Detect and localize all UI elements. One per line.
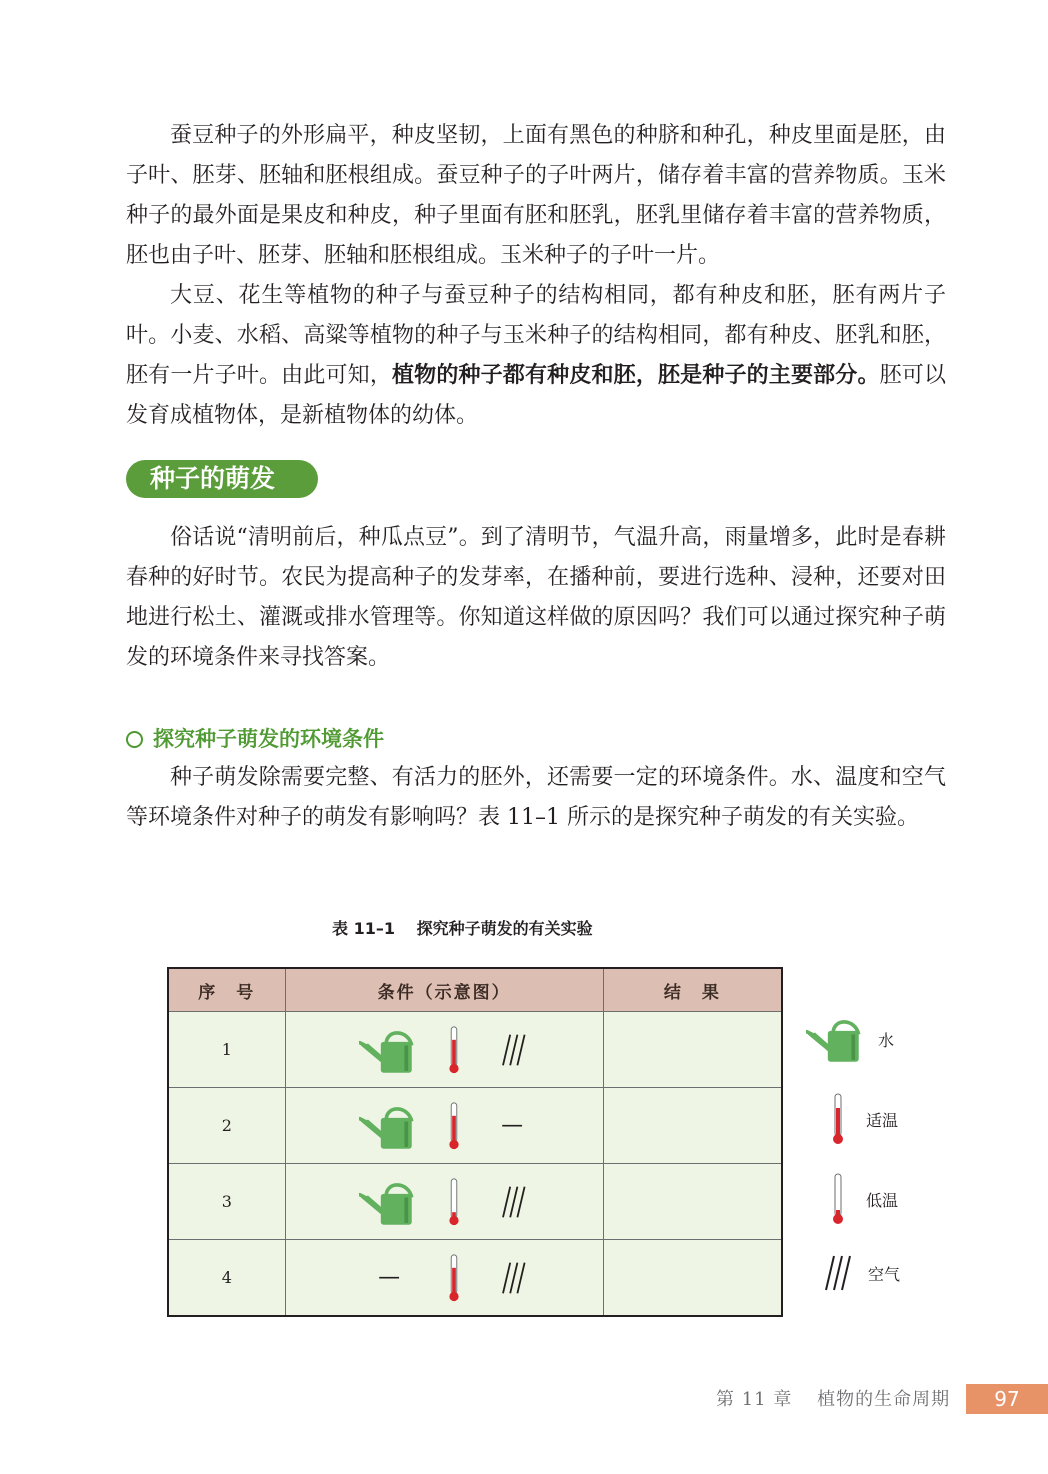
table-caption-number: 表 11–1 bbox=[332, 919, 395, 938]
row-conditions bbox=[285, 1164, 603, 1240]
row-number: 1 bbox=[168, 1012, 285, 1088]
table-row bbox=[168, 1088, 782, 1164]
watering-can-icon bbox=[359, 1177, 419, 1227]
thermometer-warm-icon bbox=[446, 1253, 462, 1303]
legend-warm-label: 适温 bbox=[866, 1110, 899, 1130]
section-title-seed-germination: 种子的萌发 bbox=[126, 460, 318, 498]
thermometer-warm-icon bbox=[446, 1101, 462, 1151]
legend-cold-label: 低温 bbox=[866, 1190, 899, 1210]
legend-air bbox=[816, 1246, 900, 1300]
footer-chapter bbox=[716, 1385, 950, 1411]
experiment-table bbox=[167, 967, 783, 1317]
circle-bullet-icon bbox=[126, 731, 143, 748]
paragraph-seed-structure: 蚕豆种子的外形扁平，种皮坚韧，上面有黑色的种脐和种孔，种皮里面是胚，由子叶、胚芽、胚轴和胚根组成。蚕豆种子的子叶两片，储存着丰富的营养物质。玉米种子的最外面是果皮和种皮，种子里面有胚和胚乳，胚乳里储存着丰富的营养物质，胚也由子叶、胚芽、胚轴和胚根组成。玉米种子的子叶一片。 bbox=[126, 123, 946, 268]
row-result bbox=[603, 1164, 782, 1240]
row-result bbox=[603, 1012, 782, 1088]
air-lines-icon bbox=[494, 1025, 530, 1075]
legend-air-label: 空气 bbox=[868, 1264, 901, 1284]
row-number: 3 bbox=[168, 1164, 285, 1240]
table-caption bbox=[332, 916, 593, 939]
thermometer-cold-icon bbox=[446, 1177, 462, 1227]
header-condition: 条件（示意图） bbox=[285, 968, 603, 1012]
paragraph-seed-comparison-text: 大豆、花生等植物的种子与蚕豆种子的结构相同，都有种皮和胚，胚有两片子叶。小麦、水稻、高粱等植物的种子与玉米种子的结构相同，都有种皮、胚乳和胚，胚有一片子叶。由此可知， bbox=[126, 283, 946, 388]
header-number: 序 号 bbox=[168, 968, 285, 1012]
header-result: 结 果 bbox=[603, 968, 782, 1012]
page-number: 97 bbox=[966, 1384, 1048, 1414]
legend-water bbox=[806, 1014, 894, 1064]
subheading-text: 探究种子萌发的环境条件 bbox=[153, 727, 384, 751]
paragraph-seed-comparison-tail: 胚可以发育成植物体，是新植物体的幼体。 bbox=[126, 363, 946, 428]
thermometer-cold-icon bbox=[828, 1172, 848, 1226]
air-lines-icon bbox=[494, 1177, 530, 1227]
table-row bbox=[168, 1164, 782, 1240]
thermometer-warm-icon bbox=[828, 1092, 848, 1146]
paragraph-germination-conditions: 种子萌发除需要完整、有活力的胚外，还需要一定的环境条件。水、温度和空气等环境条件对种子的萌发有影响吗？表 11–1 所示的是探究种子萌发的有关实验。 bbox=[126, 765, 946, 830]
row-result bbox=[603, 1240, 782, 1317]
row-conditions bbox=[285, 1012, 603, 1088]
no-water-mark: — bbox=[378, 1264, 401, 1290]
footer-chapter-title: 植物的生命周期 bbox=[817, 1389, 951, 1410]
row-number: 2 bbox=[168, 1088, 285, 1164]
row-conditions bbox=[285, 1240, 603, 1317]
watering-can-icon bbox=[359, 1025, 419, 1075]
subheading-explore-conditions bbox=[126, 722, 384, 756]
thermometer-warm-icon bbox=[446, 1025, 462, 1075]
key-conclusion-bold: 植物的种子都有种皮和胚，胚是种子的主要部分。 bbox=[392, 363, 880, 388]
air-lines-icon bbox=[494, 1253, 530, 1303]
legend-cold bbox=[828, 1172, 898, 1226]
no-air-mark: — bbox=[501, 1112, 524, 1138]
row-number: 4 bbox=[168, 1240, 285, 1317]
watering-can-icon bbox=[806, 1014, 866, 1064]
paragraph-qingming: 俗话说“清明前后，种瓜点豆”。到了清明节，气温升高，雨量增多，此时是春耕春种的好时节。农民为提高种子的发芽率，在播种前，要进行选种、浸种，还要对田地进行松土、灌溉或排水管理等。你知道这样做的原因吗？我们可以通过探究种子萌发的环境条件来寻找答案。 bbox=[126, 525, 946, 670]
watering-can-icon bbox=[359, 1101, 419, 1151]
table-caption-title: 探究种子萌发的有关实验 bbox=[416, 919, 593, 938]
legend-water-label: 水 bbox=[878, 1030, 895, 1050]
legend-warm bbox=[828, 1092, 898, 1146]
row-conditions bbox=[285, 1088, 603, 1164]
paragraph-seed-comparison bbox=[126, 276, 946, 436]
table-row bbox=[168, 1240, 782, 1317]
footer-chapter-number: 第 11 章 bbox=[716, 1389, 793, 1410]
air-lines-icon bbox=[816, 1246, 856, 1300]
row-result bbox=[603, 1088, 782, 1164]
table-row bbox=[168, 1012, 782, 1088]
